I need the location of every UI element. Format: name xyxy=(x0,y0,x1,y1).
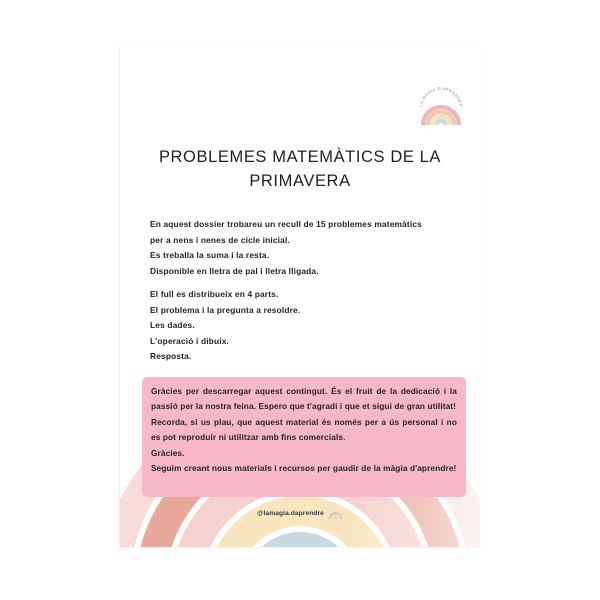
intro-line: per a nens i nenes de cicle inicial. xyxy=(150,234,290,245)
notice-license-prefix: Recorda, si us plau, que aquest material és xyxy=(151,416,335,427)
footer-rainbow-icon xyxy=(328,507,343,520)
notice-paragraph-thanks: Gràcies per descarregar aquest contingut. És el fruit de la dedicació i la passió per la nostra feina. Espero que t'agradi i que et sigui de gran utilitat! xyxy=(151,386,457,412)
notice-paragraph-license xyxy=(151,415,457,446)
page-title-line-1: PROBLEMES MATEMÀTICS DE LA xyxy=(158,148,442,166)
structure-paragraph xyxy=(150,287,470,365)
intro-line: Disponible en lletra de pal i lletra lligada. xyxy=(150,265,319,276)
structure-line: Resposta. xyxy=(150,351,192,362)
document-page xyxy=(120,47,480,547)
structure-line: Les dades. xyxy=(150,320,195,331)
page-title-line-2: PRIMAVERA xyxy=(249,172,351,191)
footer-credit xyxy=(120,507,480,520)
notice-license-emphasis: només per a ús personal i no es pot reproduir ni utilitzar amb fins comercials xyxy=(151,416,457,443)
structure-line: L'operació i dibuix. xyxy=(150,335,229,346)
svg-text:LA MÀGIA D'APRENDRE xyxy=(418,86,464,107)
logo-curved-text: LA MÀGIA D'APRENDRE xyxy=(418,85,464,108)
intro-line: Es treballa la suma i la resta. xyxy=(150,250,270,261)
intro-line: En aquest dossier trobareu un recull de 15 problemes matemàtics xyxy=(150,219,422,229)
notice-license-suffix: . xyxy=(343,432,346,443)
notice-paragraph-closing: Seguim creant nous materials i recursos per gaudir de la màgia d'aprendre! xyxy=(151,463,457,474)
brand-logo-rainbow-icon xyxy=(414,83,468,129)
intro-paragraph xyxy=(150,217,470,279)
notice-paragraph-gracies: Gràcies. xyxy=(151,447,185,458)
footer-handle-text: @lamagia.daprendre xyxy=(257,510,324,517)
structure-line: El full es distribueix en 4 parts. xyxy=(150,289,279,299)
notice-box xyxy=(142,377,466,497)
structure-line: El problema i la pregunta a resoldre. xyxy=(150,304,301,315)
page-title xyxy=(138,145,462,194)
